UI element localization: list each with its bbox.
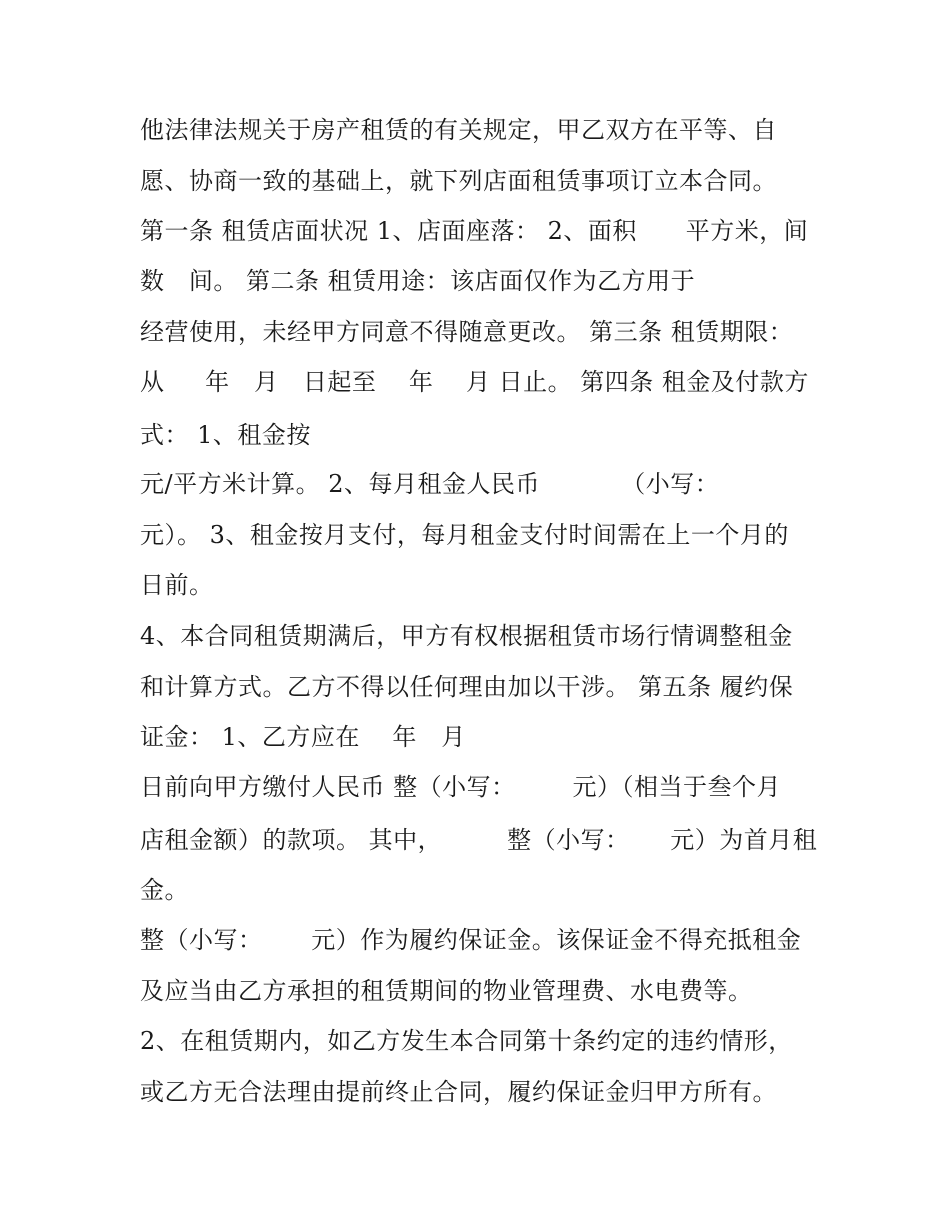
text-line: 店租金额）的款项。 其中， 整（小写： 元）为首月租	[140, 826, 818, 854]
text-line: 第一条 租赁店面状况 1、店面座落： 2、面积 平方米，间	[140, 217, 809, 245]
text-line: 数 间。 第二条 租赁用途：该店面仅作为乙方用于	[140, 267, 696, 295]
text-line: 证金： 1、乙方应在 年 月	[140, 723, 466, 751]
text-line: 日前。	[140, 571, 214, 599]
text-line: 元/平方米计算。 2、每月租金人民币 （小写：	[140, 470, 720, 498]
text-line: 金。	[140, 876, 189, 904]
text-line: 及应当由乙方承担的租赁期间的物业管理费、水电费等。	[140, 977, 753, 1005]
text-line: 日前向甲方缴付人民币 整（小写： 元）（相当于叁个月	[140, 773, 782, 801]
text-line: 4、本合同租赁期满后，甲方有权根据租赁市场行情调整租金	[140, 622, 793, 650]
text-line: 元）。 3、租金按月支付，每月租金支付时间需在上一个月的	[140, 521, 789, 549]
text-line: 他法律法规关于房产租赁的有关规定，甲乙双方在平等、自	[140, 116, 777, 144]
text-line: 经营使用，未经甲方同意不得随意更改。 第三条 租赁期限：	[140, 318, 794, 346]
text-line: 式： 1、租金按	[140, 421, 311, 449]
text-line: 和计算方式。乙方不得以任何理由加以干涉。 第五条 履约保	[140, 673, 794, 701]
text-line: 从 年 月 日起至 年 月 日止。 第四条 租金及付款方	[140, 368, 809, 396]
text-line: 2、在租赁期内，如乙方发生本合同第十条约定的违约情形，	[140, 1027, 793, 1055]
text-line: 愿、协商一致的基础上，就下列店面租赁事项订立本合同。	[140, 167, 777, 195]
text-line: 或乙方无合法理由提前终止合同，履约保证金归甲方所有。	[140, 1078, 777, 1106]
text-line: 整（小写： 元）作为履约保证金。该保证金不得充抵租金	[140, 926, 802, 954]
